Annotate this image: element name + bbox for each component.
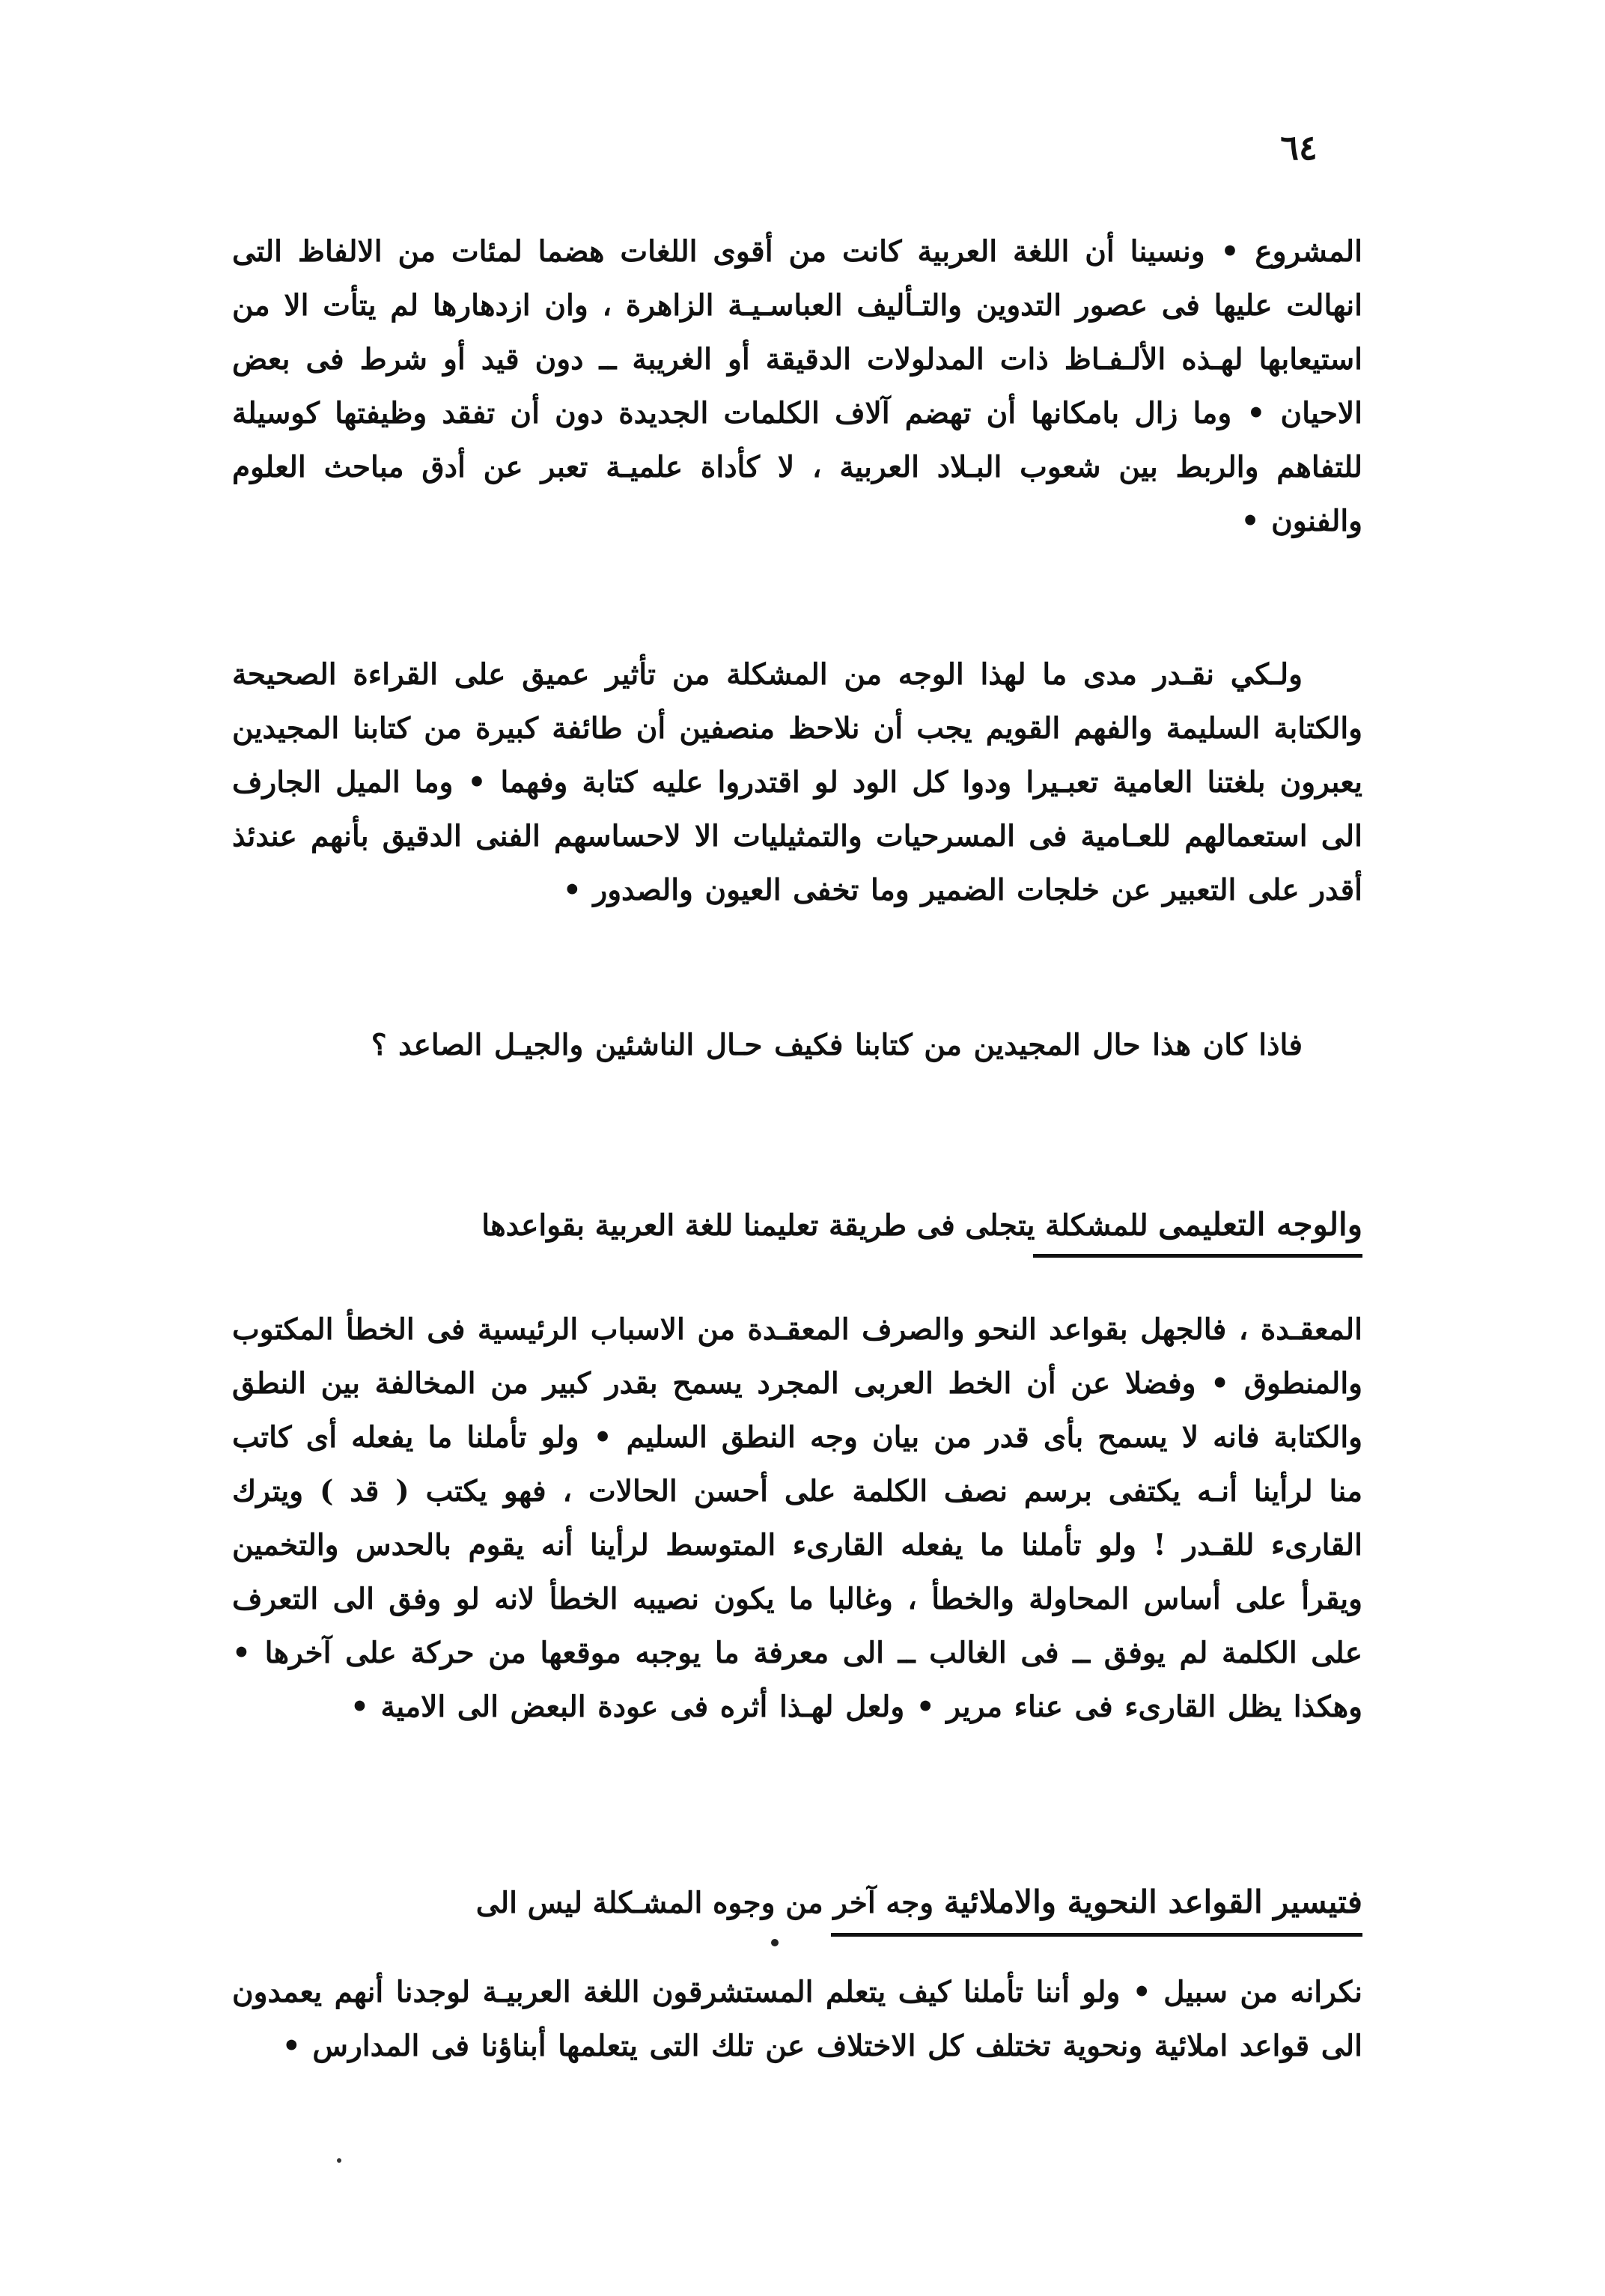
- heading-underline-2: [831, 1933, 1362, 1937]
- paragraph-1: المشروع • ونسينا أن اللغة العربية كانت من أقوى اللغات هضما لمئات من الالفاظ التى انهالت عليها فى عصور التدوين والتـأليف العباسـيـة الزاهرة ، وان ازدهارها لم يتأت الا من استيعابها لهـذه الألـفـاظ ذات المدلولات الدقيقة أو الغريبة ــ دون قيد أو شرط فى بعض الاحيان • وما زال بامكانها أن تهضم آلاف الكلمات الجديدة دون أن تفقد وظيفتها كوسيلة للتفاهم والربط بين شعوب البـلاد العربية ، لا كأداة علميـة تعبر عن أدق مباحث العلوم والفنون •: [232, 234, 1362, 538]
- section-line-1: [232, 1198, 1362, 1252]
- paragraph-4: المعقـدة ، فالجهل بقواعد النحو والصرف المعقـدة من الاسباب الرئيسية فى الخطأ المكتوب والمنطوق • وفضلا عن أن الخط العربى المجرد يسمح بقدر كبير من المخالفة بين النطق والكتابة فانه لا يسمح بأى قدر من بيان وجه النطق السليم • ولو تأملنا ما يفعله أى كاتب منا لرأينا أنـه يكتفى برسم نصف الكلمة على أحسن الحالات ، فهو يكتب ( قد ) ويترك القارىء للقـدر ! ولو تأملنا ما يفعله القارىء المتوسط لرأينا أنه يقوم بالحدس والتخمين ويقرأ على أساس المحاولة والخطأ ، وغالبا ما يكون نصيبه الخطأ لانه لو وفق الى التعرف على الكلمة لم يوفق ــ فى الغالب ــ الى معرفة ما يوجبه موقعها من حركة على آخرها • وهكذا يظل القارىء فى عناء مرير • ولعل لهـذا أثره فى عودة البعض الى الامية •: [232, 1312, 1362, 1724]
- heading-underline-1: [1033, 1254, 1362, 1258]
- ink-speck: [771, 1939, 779, 1946]
- section-heading-1: والوجه التعليمى: [1158, 1206, 1362, 1243]
- paragraph-5: نكرانه من سبيل • ولو أننا تأملنا كيف يتعلم المستشرقون اللغة العربيـة لوجدنا أنهم يعمدون الى قواعد املائية ونحوية تختلف كل الاختلاف عن تلك التى يتعلمها أبناؤنا فى المدارس •: [232, 1975, 1362, 2063]
- ink-speck-small: [337, 2158, 341, 2163]
- section-continuation-1: للمشكلة يتجلى فى طريقة تعليمنا للغة العربية بقواعدها: [481, 1208, 1148, 1243]
- paragraph-2: ولـكي نقـدر مدى ما لهذا الوجه من المشكلة من تأثير عميق على القراءة الصحيحة والكتابة السليمة والفهم القويم يجب أن نلاحظ منصفين أن طائفة كبيرة من كتابنا المجيدين يعبرون بلغتنا العامية تعبـيرا ودوا كل الود لو اقتدروا عليه كتابة وفهما • وما الميل الجارف الى استعمالهم للعـامية فى المسرحيات والتمثيليات الا لاحساسهم الفنى الدقيق بأنهم عندئذ أقدر على التعبير عن خلجات الضمير وما تخفى العيون والصدور •: [232, 657, 1362, 907]
- paragraph-3: فاذا كان هذا حال المجيدين من كتابنا فكيف حـال الناشئين والجيـل الصاعد ؟: [371, 1028, 1303, 1062]
- section-continuation-2: وجه آخر من وجوه المشـكلة ليس الى: [475, 1886, 934, 1920]
- section-line-2: [232, 1875, 1362, 1930]
- section-heading-2: فتيسير القواعد النحوية والاملائية: [943, 1884, 1362, 1920]
- page-number: ٦٤: [1280, 127, 1318, 168]
